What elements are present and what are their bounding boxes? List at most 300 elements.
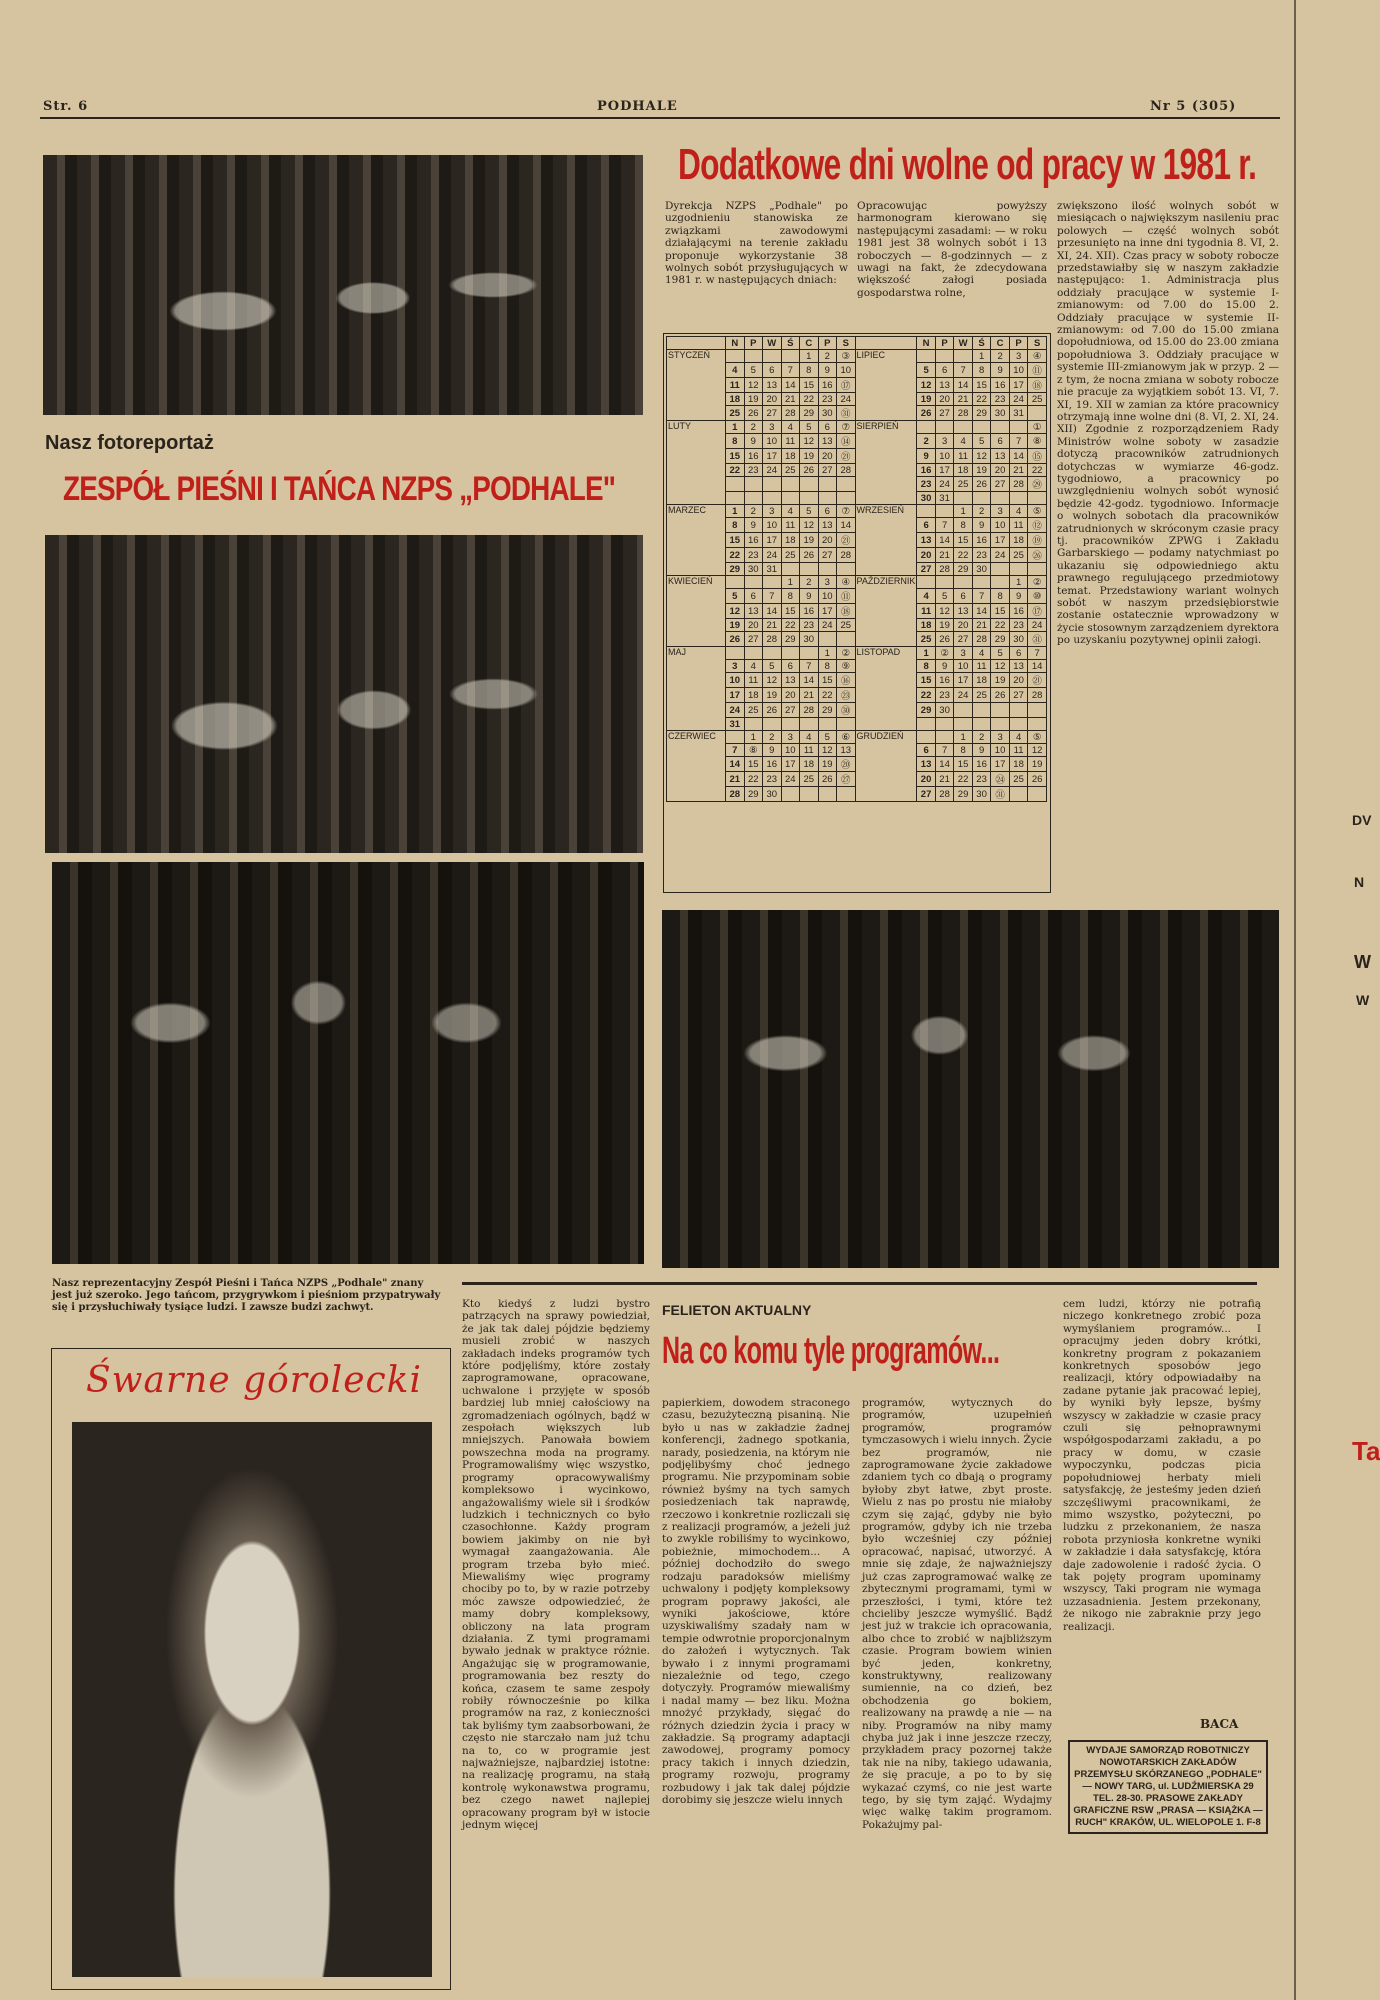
calendar-day: 20 (781, 688, 800, 703)
calendar-day: 12 (800, 518, 819, 533)
calendar-day: 9 (917, 449, 936, 464)
calendar-day (726, 350, 745, 363)
calendar-day: 15 (726, 449, 745, 464)
weekday-header: C (991, 337, 1010, 350)
calendar-day: 3 (954, 647, 973, 660)
calendar-day: 17 (781, 757, 800, 772)
calendar-day: 21 (972, 619, 991, 632)
calendar-day: 25 (1028, 393, 1047, 406)
section-rule (462, 1282, 1257, 1285)
calendar-day: 18 (800, 757, 819, 772)
calendar-day (763, 477, 782, 492)
weekday-header: N (917, 337, 936, 350)
calendar-day: 19 (1028, 757, 1047, 772)
calendar-day: 11 (800, 744, 819, 757)
days-off-title: Dodatkowe dni wolne od pracy w 1981 r. (678, 140, 1257, 189)
calendar-day: 28 (972, 632, 991, 647)
calendar-day: 17 (726, 688, 745, 703)
calendar-day (818, 632, 837, 647)
calendar-day: 14 (1028, 660, 1047, 673)
calendar-day: ㉓ (837, 688, 856, 703)
calendar-day: 8 (726, 518, 745, 533)
weekday-header: C (800, 337, 819, 350)
calendar-day: 7 (954, 363, 973, 378)
calendar-day: 22 (954, 772, 973, 787)
calendar-day: 28 (1009, 477, 1028, 492)
calendar-day: 9 (935, 660, 954, 673)
calendar-day: 11 (781, 518, 800, 533)
calendar-day (763, 350, 782, 363)
calendar-day (972, 421, 991, 434)
calendar-day: 27 (1009, 688, 1028, 703)
page-number: Str. 6 (43, 99, 89, 114)
calendar-day: 19 (818, 757, 837, 772)
calendar-day: 13 (744, 604, 763, 619)
calendar-day: 13 (991, 449, 1010, 464)
calendar-day: 13 (935, 378, 954, 393)
calendar-day: 25 (972, 688, 991, 703)
calendar-day: 10 (991, 518, 1010, 533)
calendar-day: 20 (818, 533, 837, 548)
calendar-day: 31 (763, 563, 782, 576)
calendar-day: 18 (972, 673, 991, 688)
calendar-day: 25 (744, 703, 763, 718)
calendar-day: 20 (954, 619, 973, 632)
calendar-day: ⑯ (837, 673, 856, 688)
calendar-day: 21 (935, 548, 954, 563)
calendar-day: 24 (763, 464, 782, 477)
calendar-day: 8 (954, 518, 973, 533)
calendar-day: 1 (744, 731, 763, 744)
calendar-day (800, 563, 819, 576)
calendar-day (800, 718, 819, 731)
calendar-day: 27 (991, 477, 1010, 492)
calendar-day: ⑭ (837, 434, 856, 449)
edge-letter-5: Ta (1352, 1436, 1380, 1466)
calendar-day: 15 (917, 673, 936, 688)
calendar-day: 22 (781, 619, 800, 632)
calendar-day (763, 492, 782, 505)
calendar-day: ㉚ (837, 703, 856, 718)
calendar-day: 10 (726, 673, 745, 688)
weekday-header: S (837, 337, 856, 350)
calendar-day: 31 (1009, 406, 1028, 421)
calendar-day: 11 (917, 604, 936, 619)
calendar-day: 7 (726, 744, 745, 757)
calendar-day (726, 492, 745, 505)
calendar-day: 18 (744, 688, 763, 703)
calendar-day (837, 632, 856, 647)
calendar-day: 16 (744, 449, 763, 464)
calendar-day: ⑫ (1028, 518, 1047, 533)
calendar-day: 10 (818, 589, 837, 604)
calendar-day: 5 (800, 505, 819, 518)
calendar-day: 3 (935, 434, 954, 449)
calendar-day: 25 (1009, 548, 1028, 563)
calendar-day: 17 (763, 533, 782, 548)
feuilleton-col-4: cem ludzi, którzy nie potrafią niczego konkretnego zrobić poza wymyślaniem programów... I opracujmy jeden dobry krótki, konkretny program z pokazaniem konkretnych sposobów jego realizacji, który odpowiadałby na zadane pytanie jak pracować lepiej, by wyniki były lepsze, byśmy wszyscy w zakładzie w czasie pracy czuli się pełnoprawnymi współgospodarzami zakładu, a po pracy w domu, w czasie wypoczynku, podczas picia popołudniowej herbaty mieli satysfakcję, że jesteśmy jeden dzień szczęśliwymi pracownikami, że mimo wszystko, pożyteczni, po ludzku z przekonaniem, że nasza robota przyniosła konkretne wyniki w zakładzie i dała satysfakcję, która daje zadowolenie i radość życia. O tak pojęty program upominamy wszyscy, Taki program nie wymaga uzzasadnienia. Jestem przekonany, że nikogo nie zabraknie przy jego realizacji. (1063, 1298, 1261, 1633)
month-name: GRUDZIEŃ (855, 731, 917, 802)
calendar-table (666, 336, 1047, 802)
calendar-day: 29 (744, 787, 763, 802)
calendar-day: 29 (917, 703, 936, 718)
ensemble-photo-1 (43, 155, 643, 415)
weekday-header: Ś (781, 337, 800, 350)
month-name: LUTY (667, 421, 726, 505)
calendar-day: ⑥ (837, 731, 856, 744)
calendar-corner (667, 337, 726, 350)
calendar-day: 20 (763, 393, 782, 406)
feuilleton-title: Na co komu tyle programów... (662, 1330, 1000, 1372)
calendar-day (935, 576, 954, 589)
calendar-day: 26 (935, 632, 954, 647)
calendar-day (917, 350, 936, 363)
calendar-day: 10 (837, 363, 856, 378)
calendar-day: 4 (1009, 731, 1028, 744)
calendar-day: 11 (744, 673, 763, 688)
calendar-day: 15 (972, 378, 991, 393)
calendar-day: 1 (972, 350, 991, 363)
calendar-day (800, 647, 819, 660)
calendar-day: 22 (1028, 464, 1047, 477)
calendar-day: 30 (972, 787, 991, 802)
calendar-day: 26 (763, 703, 782, 718)
calendar-day (935, 505, 954, 518)
calendar-day: 26 (972, 477, 991, 492)
calendar-day: 14 (972, 604, 991, 619)
calendar-day (781, 492, 800, 505)
calendar-day (954, 718, 973, 731)
calendar-day: 22 (917, 688, 936, 703)
calendar-day: 1 (917, 647, 936, 660)
calendar-day: 10 (763, 434, 782, 449)
calendar-day: 6 (781, 660, 800, 673)
calendar-day: 27 (917, 563, 936, 576)
feuilleton-col-2: papierkiem, dowodem straconego czasu, bezużyteczną pisaniną. Nie było u nas w zakładzie żadnej konferencji, żadnego spotkania, narady, posiedzenia, na którym nie podjęlibyśmy choć jednego programu. Nie przypominam sobie również byśmy na tych samych posiedzeniach tak naprawdę, rzeczowo i konkretnie rozliczali się z realizacji programów, a jeżeli już to zwykle robiliśmy to wycinkowo, pobieżnie, mimochodem... A później dochodziło do swego rodzaju paradoksów mieliśmy uchwalony i podjęty kompleksowy program poprawy jakości, ale wyniki jakościowe, które uzyskiwaliśmy szadały nam w tempie odwrotnie proporcjonalnym do założeń i wytycznych. Tak bywało i z innymi programami niezależnie od tego, czego dotyczyły. Programów miewaliśmy i nadal mamy — bez liku. Można mnożyć przykłady, sięgać do różnych dziedzin życia i pracy w zakładzie. Są programy adaptacji zawodowej, programy pomocy pracy takich i innych dziedzin, programy rozwoju, programy rozbudowy i jak tak dalej pójdzie dorobimy się jeszcze wielu innych (662, 1397, 850, 1806)
calendar-day (991, 703, 1010, 718)
calendar-day: 18 (1009, 757, 1028, 772)
calendar-day: 1 (726, 505, 745, 518)
calendar-day: 2 (744, 421, 763, 434)
calendar-day: 15 (800, 378, 819, 393)
calendar-day: 27 (763, 406, 782, 421)
calendar-day: 11 (1009, 744, 1028, 757)
calendar-day: 23 (935, 688, 954, 703)
calendar-day: 14 (781, 378, 800, 393)
calendar-day: 13 (818, 434, 837, 449)
calendar-day: ⑩ (1028, 589, 1047, 604)
calendar-day (837, 563, 856, 576)
calendar-day (1028, 718, 1047, 731)
calendar-day (991, 421, 1010, 434)
calendar-day: 24 (837, 393, 856, 406)
calendar-day: 15 (954, 757, 973, 772)
calendar-day (800, 492, 819, 505)
calendar-day: 13 (781, 673, 800, 688)
calendar-day: 9 (972, 744, 991, 757)
calendar-day: 11 (954, 449, 973, 464)
calendar-day (917, 718, 936, 731)
calendar-day (744, 350, 763, 363)
edge-letter-2: N (1354, 874, 1365, 890)
weekday-header: Ś (972, 337, 991, 350)
calendar-day: 23 (744, 548, 763, 563)
calendar-day: 3 (781, 731, 800, 744)
calendar-day: 8 (991, 589, 1010, 604)
calendar-day: 4 (1009, 505, 1028, 518)
calendar-day (818, 718, 837, 731)
calendar-day: 12 (972, 449, 991, 464)
calendar-day: 17 (1009, 378, 1028, 393)
calendar-day: 9 (991, 363, 1010, 378)
calendar-day: ① (1028, 421, 1047, 434)
calendar-day: 11 (726, 378, 745, 393)
calendar-day: 24 (935, 477, 954, 492)
calendar-day: 30 (800, 632, 819, 647)
calendar-day: 20 (1009, 673, 1028, 688)
calendar-day: 26 (991, 688, 1010, 703)
calendar-day: 5 (991, 647, 1010, 660)
calendar-day (726, 647, 745, 660)
calendar-day: ⑤ (1028, 505, 1047, 518)
calendar-day: 12 (935, 604, 954, 619)
calendar-day: 16 (800, 604, 819, 619)
calendar-day: 2 (763, 731, 782, 744)
calendar-day: ⑰ (1028, 604, 1047, 619)
calendar-day (1009, 492, 1028, 505)
calendar-day: ⑧ (744, 744, 763, 757)
calendar-day: 14 (1009, 449, 1028, 464)
calendar-day: 1 (1009, 576, 1028, 589)
calendar-day (744, 477, 763, 492)
calendar-day: 7 (935, 744, 954, 757)
calendar-day: 11 (1009, 518, 1028, 533)
calendar-day: 18 (726, 393, 745, 406)
month-name: PAŹDZIERNIK (855, 576, 917, 647)
calendar-day (954, 350, 973, 363)
calendar-day: 10 (781, 744, 800, 757)
calendar-day: 6 (744, 589, 763, 604)
calendar-day: 3 (726, 660, 745, 673)
calendar-day (818, 492, 837, 505)
calendar-day: 13 (917, 757, 936, 772)
calendar-day: 23 (744, 464, 763, 477)
calendar-day: 19 (917, 393, 936, 406)
calendar-day: 29 (972, 406, 991, 421)
calendar-day: ㉑ (1028, 673, 1047, 688)
calendar-day: 6 (954, 589, 973, 604)
calendar-day: 13 (1009, 660, 1028, 673)
calendar-day: 18 (1009, 533, 1028, 548)
weekday-header: P (818, 337, 837, 350)
calendar-day: 22 (744, 772, 763, 787)
calendar-day: 26 (1028, 772, 1047, 787)
calendar-day: 4 (726, 363, 745, 378)
calendar-day (954, 492, 973, 505)
calendar-day: 23 (800, 619, 819, 632)
calendar-day (744, 647, 763, 660)
calendar-day: ㉛ (837, 406, 856, 421)
calendar-day: 24 (763, 548, 782, 563)
month-name: KWIECIEŃ (667, 576, 726, 647)
calendar-day: 27 (917, 787, 936, 802)
ensemble-photo-4 (662, 910, 1279, 1268)
calendar-day (935, 350, 954, 363)
calendar-day: 25 (954, 477, 973, 492)
page-fold (1294, 0, 1296, 2000)
calendar-corner (855, 337, 917, 350)
calendar-day: ⑱ (837, 604, 856, 619)
ensemble-photo-3 (52, 862, 644, 1264)
calendar-day: 6 (818, 505, 837, 518)
weekday-header: W (763, 337, 782, 350)
calendar-day: ③ (837, 350, 856, 363)
feuilleton-col-3: programów, wytycznych do programów, uzupełnień programów, programów tymczasowych i wielu innych. Życie bez programów, nie zaprogramowane życie zakładowe zdaniem tych co dbają o programy byłoby zbyt łatwe, zbyt proste. Wielu z nas po prostu nie miałoby czym się zająć, gdyby nie było programów, gdyby ich nie trzeba było wcześniej czy później opracować, napisać, utworzyć. A mnie się zdaje, że najważniejszy już czas zaprogramować walkę ze zbytecznymi programami, tymi w przeszłości, i tymi, które też chcieliby jeszcze wymyślić. Bądź jest już w trakcie ich opracowania, albo chce to zrobić w najbliższym czasie. Program bowiem winien być jeden, konkretny, konstruktywny, realizowany sumiennie, na co dzień, bez obchodzenia go bokiem, realizowany na prawdę a nie — na niby. Programów na niby mamy chyba już jak i inne jeszcze rzeczy, przykładem pracy pozornej także tak nie na niby, takiego udawania, że się pracuje, a po to by się wykazać czymś, co nie jest warte tego, by się tym zająć. Wydajmy więc walkę takim programom. Pokażujmy pal- (862, 1397, 1052, 1831)
calendar-day: 28 (763, 632, 782, 647)
calendar-day: 19 (935, 619, 954, 632)
calendar-day: ㉛ (1028, 632, 1047, 647)
calendar-day: 12 (991, 660, 1010, 673)
calendar-day: 25 (726, 406, 745, 421)
month-name: LIPIEC (855, 350, 917, 421)
calendar-day: ㉛ (991, 787, 1010, 802)
calendar-day (991, 576, 1010, 589)
calendar-day: ⑰ (837, 378, 856, 393)
calendar-day: ㉙ (1028, 477, 1047, 492)
calendar-day (917, 421, 936, 434)
calendar-day: 22 (991, 619, 1010, 632)
calendar-day: 21 (954, 393, 973, 406)
weekday-header: N (726, 337, 745, 350)
calendar-day: 15 (991, 604, 1010, 619)
calendar-day: 14 (935, 533, 954, 548)
calendar-day (726, 576, 745, 589)
calendar-day: ㉗ (837, 772, 856, 787)
calendar-day: 26 (800, 464, 819, 477)
calendar-day: 10 (1009, 363, 1028, 378)
calendar-day: 21 (800, 688, 819, 703)
calendar-day: 30 (763, 787, 782, 802)
calendar-day: 28 (781, 406, 800, 421)
calendar-day: 2 (917, 434, 936, 449)
calendar-day (837, 718, 856, 731)
calendar-day (781, 563, 800, 576)
calendar-day: ④ (1028, 350, 1047, 363)
calendar-day: 28 (1028, 688, 1047, 703)
calendar-day (1009, 787, 1028, 802)
calendar-day (726, 731, 745, 744)
calendar-day: ⑤ (1028, 731, 1047, 744)
calendar-day: 2 (800, 576, 819, 589)
calendar-day: 22 (972, 393, 991, 406)
feuilleton-kicker: FELIETON AKTUALNY (662, 1302, 812, 1318)
calendar-day: 17 (991, 533, 1010, 548)
calendar-day: 20 (818, 449, 837, 464)
edge-letter-1: DV (1352, 812, 1372, 828)
calendar-day: 5 (818, 731, 837, 744)
calendar-day: 16 (818, 378, 837, 393)
calendar-day: 4 (954, 434, 973, 449)
calendar-day: 9 (800, 589, 819, 604)
month-name: MAJ (667, 647, 726, 731)
days-off-col-2: Opracowując powyższy harmonogram kierowano się następującymi zasadami: — w roku 1981 jest 38 wolnych sobót i 13 roboczych — 8-godzinnych — z uwagi na fakt, że zdecydowana większość załogi posiada gospodarstwa rolne, (857, 200, 1047, 299)
calendar-day (744, 492, 763, 505)
calendar-day (1028, 703, 1047, 718)
calendar-day: 3 (991, 505, 1010, 518)
calendar-day: 31 (726, 718, 745, 731)
calendar-day (935, 731, 954, 744)
month-name: STYCZEŃ (667, 350, 726, 421)
calendar-day: 30 (818, 406, 837, 421)
calendar-day: 12 (818, 744, 837, 757)
calendar-day (972, 492, 991, 505)
weekday-header: P (744, 337, 763, 350)
calendar-day: 9 (744, 434, 763, 449)
calendar-day: 1 (818, 647, 837, 660)
calendar-day: 19 (744, 393, 763, 406)
calendar-day (744, 718, 763, 731)
calendar-day: ⑦ (837, 505, 856, 518)
calendar-day: 19 (800, 449, 819, 464)
calendar-day: ㉔ (991, 772, 1010, 787)
calendar-day: 28 (935, 563, 954, 576)
calendar-day (818, 563, 837, 576)
calendar-day: 13 (763, 378, 782, 393)
calendar-day: 4 (744, 660, 763, 673)
calendar-day: 1 (954, 731, 973, 744)
calendar-day (744, 576, 763, 589)
calendar-day: 19 (763, 688, 782, 703)
calendar-day: 8 (917, 660, 936, 673)
report-caption: Nasz reprezentacyjny Zespół Pieśni i Tańca NZPS „Podhale" znany jest już szeroko. Jego tańcom, przygrywkom i pieśniom przypatrywały się i przysłuchiwały tysiące ludzi. I zawsze budzi zachwyt. (52, 1278, 441, 1313)
calendar-day: 6 (917, 744, 936, 757)
calendar-day: ⑪ (1028, 363, 1047, 378)
calendar-day: 29 (726, 563, 745, 576)
calendar-day (837, 492, 856, 505)
calendar-day: 24 (991, 548, 1010, 563)
calendar-day: 25 (800, 772, 819, 787)
calendar-day: 17 (935, 464, 954, 477)
calendar-day: 2 (972, 505, 991, 518)
calendar-day (781, 718, 800, 731)
calendar-day (935, 718, 954, 731)
report-kicker: Nasz fotoreportaż (45, 432, 214, 454)
calendar-day: 14 (837, 518, 856, 533)
calendar-day (1028, 406, 1047, 421)
calendar-day: 5 (800, 421, 819, 434)
calendar-day: 15 (954, 533, 973, 548)
calendar-day: 8 (800, 363, 819, 378)
calendar-day: 1 (726, 421, 745, 434)
calendar-day: 12 (800, 434, 819, 449)
calendar-day: 29 (781, 632, 800, 647)
calendar-day: 20 (991, 464, 1010, 477)
calendar-day: 4 (800, 731, 819, 744)
calendar-day: 21 (781, 393, 800, 406)
calendar-day: ⑧ (1028, 434, 1047, 449)
header-rule (40, 117, 1280, 119)
calendar-day (954, 421, 973, 434)
calendar-day: 26 (917, 406, 936, 421)
calendar-day: 13 (954, 604, 973, 619)
calendar-day: 3 (763, 505, 782, 518)
calendar-day: 24 (1028, 619, 1047, 632)
masthead: PODHALE (597, 99, 678, 114)
calendar-day: 19 (991, 673, 1010, 688)
calendar-day: 29 (818, 703, 837, 718)
calendar-day: ⑮ (1028, 449, 1047, 464)
calendar-day (917, 731, 936, 744)
